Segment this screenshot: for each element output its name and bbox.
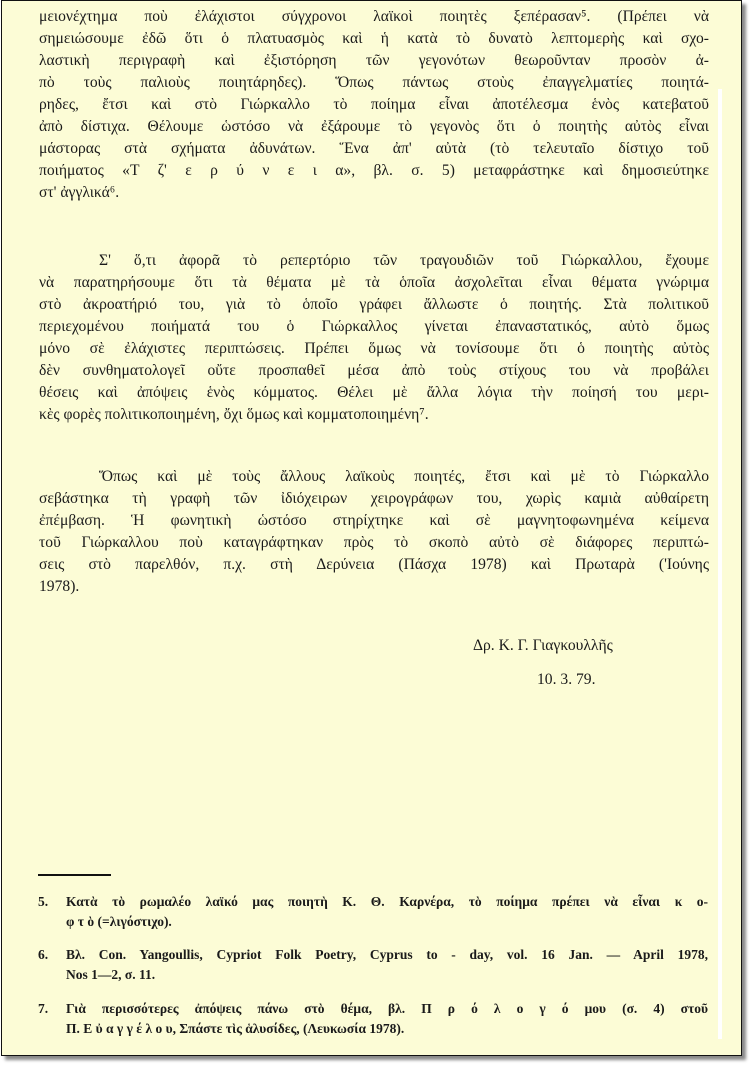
footnote-number: 5. — [38, 894, 49, 909]
footnote-number: 7. — [38, 1001, 49, 1016]
text-line: θέσεις καὶ ἀπόψεις ἑνὸς κόμματος. Θέλει μὲ ἄλλα λόγια τὴν ποίησή του μερι- — [39, 384, 709, 401]
text-line: 1978). — [39, 578, 80, 595]
text-line: μάστορας στὰ σχήματα ἀδυνάτων. Ἕνα ἀπ' αὐτὰ (τὸ τελευταῖο δίστιχο τοῦ — [39, 140, 709, 157]
footnote-line: Κατὰ τὸ ρωμαλέο λαϊκό μας ποιητὴ Κ. Θ. Καρνέρα, τὸ ποίημα πρέπει νὰ εἶναι κ ο- — [66, 894, 708, 909]
text-line: ἀπὸ δίστιχα. Θέλουμε ὡστόσο νὰ ἐξάρουμε τὸ γεγονὸς ὅτι ὁ ποιητὴς αὐτὸς εἶναι — [39, 118, 709, 135]
signature-name: Δρ. Κ. Γ. Γιαγκουλλῆς — [473, 637, 613, 654]
text-line: μειονέχτημα ποὺ ἐλάχιστοι σύγχρονοι λαϊκοὶ ποιητὲς ξεπέρασαν⁵. (Πρέπει νὰ — [39, 8, 709, 25]
text-line: ρηδες, ἔτσι καὶ στὸ Γιώρκαλλο τὸ ποίημα εἶναι ἀποτέλεσμα ἑνὸς κατεβατοῦ — [39, 96, 709, 113]
document-page — [1, 0, 742, 1056]
text-line: ποιήματος «Τ ζ' ε ρ ύ ν ε ι α», βλ. σ. 5) μεταφράστηκε καὶ δημοσιεύτηκε — [39, 162, 709, 179]
signature-date: 10. 3. 79. — [537, 671, 596, 688]
text-line: τοῦ Γιώρκαλλου ποὺ καταγράφτηκαν πρὸς τὸ σκοπὸ αὐτὸ σὲ διάφορες περιπτώ- — [39, 534, 709, 551]
footnote-line: Βλ. Con. Yangoullis, Cypriot Folk Poetry, Cyprus to - day, vol. 16 Jan. — April 1978, — [66, 947, 708, 962]
text-line: κὲς φορὲς πολιτικοποιημένη, ὄχι ὅμως καὶ κομματοποιημένη⁷. — [39, 406, 429, 423]
text-line: Σ' ὅ,τι ἀφορᾶ τὸ ρεπερτόριο τῶν τραγουδιῶν τοῦ Γιώρκαλλου, ἔχουμε — [99, 252, 709, 269]
footnote-line: Π. Ε ὐ α γ γ έ λ ο υ, Σπάστε τὶς ἁλυσίδες, (Λευκωσία 1978). — [66, 1021, 405, 1036]
text-line: στ' ἀγγλικά⁶. — [39, 184, 120, 201]
footnote-line: Γιὰ περισσότερες ἀπόψεις πάνω στὸ θέμα, βλ. Π ρ ό λ ο γ ό μου (σ. 4) στοῦ — [66, 1001, 708, 1016]
text-line: Ὅπως καὶ μὲ τοὺς ἄλλους λαϊκοὺς ποιητές, ἔτσι καὶ μὲ τὸ Γιώρκαλλο — [99, 468, 709, 485]
text-line: νὰ παρατηρήσουμε ὅτι τὰ θέματα μὲ τὰ ὁποῖα ἀσχολεῖται εἶναι θέματα γνώριμα — [39, 274, 709, 291]
text-line: σεβάστηκα τὴ γραφὴ τῶν ἰδιόχειρων χειρογράφων του, χωρὶς καμιὰ αὐθαίρετη — [39, 490, 709, 507]
footnote-number: 6. — [38, 947, 49, 962]
text-line: σεις στὸ παρελθόν, π.χ. στὴ Δερύνεια (Πάσχα 1978) καὶ Πρωταρὰ ('Ιούνης — [39, 556, 709, 573]
footnote-line: φ τ ὸ (=λιγόστιχο). — [66, 914, 172, 929]
footnote-line: Nos 1—2, σ. 11. — [66, 967, 156, 982]
scan-artifact-strip — [718, 89, 722, 1039]
text-line: πὸ τοὺς παλιοὺς ποιητάρηδες). Ὅπως πάντως στοὺς ἐπαγγελματίες ποιητά- — [39, 74, 709, 91]
text-line: λαστικὴ περιγραφὴ καὶ ἐξιστόρηση τῶν γεγονότων θεωροῦνταν προσὸν ἀ- — [39, 52, 709, 69]
text-line: μόνο σὲ ἐλάχιστες περιπτώσεις. Πρέπει ὅμως νὰ τονίσουμε ὅτι ὁ ποιητὴς αὐτὸς — [39, 340, 709, 357]
text-line: σημειώσουμε ἐδῶ ὅτι ὁ πλατυασμὸς καὶ ἡ κατὰ τὸ δυνατὸ λεπτομερὴς καὶ σχο- — [39, 30, 709, 47]
text-line: στὸ ἀκροατήριό του, γιὰ τὸ ὁποῖο γράφει ἄλλωστε ὁ ποιητής. Στὰ πολιτικοῦ — [39, 296, 709, 313]
footnote-divider — [38, 874, 111, 876]
text-line: περιεχομένου ποιήματά του ὁ Γιώρκαλλος γίνεται ἐπαναστατικός, αὐτὸ ὅμως — [39, 318, 709, 335]
text-line: δὲν συνθηματολογεῖ οὔτε προσπαθεῖ μέσα ἀπὸ τοὺς στίχους του νὰ προβάλει — [39, 362, 709, 379]
text-line: ἐπέμβαση. Ἡ φωνητικὴ ὡστόσο στηρίχτηκε καὶ σὲ μαγνητοφωνημένα κείμενα — [39, 512, 709, 529]
